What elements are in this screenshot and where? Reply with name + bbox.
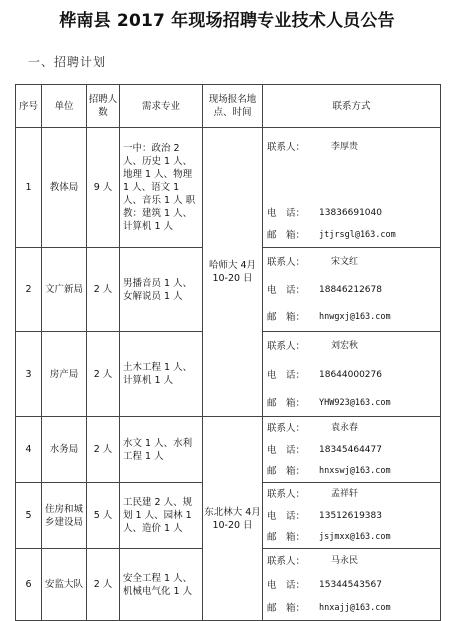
contact-email[interactable]: jtjrsgl@163.com [319, 229, 396, 240]
contact-cell [263, 332, 441, 417]
row-need: 男播音员 1 人、女解说员 1 人 [120, 248, 203, 332]
row-need: 水文 1 人、水利工程 1 人 [120, 417, 203, 483]
header-contact: 联系方式 [263, 85, 441, 128]
row-need: 安全工程 1 人、机械电气化 1 人 [120, 549, 203, 621]
contact-email[interactable]: hnwgxj@163.com [319, 311, 391, 322]
contact-phone: 18846212678 [319, 284, 382, 295]
contact-cell [263, 483, 441, 549]
contact-person: 李厚贵 [331, 141, 359, 152]
row-unit: 安监大队 [42, 549, 87, 621]
contact-phone: 13836691040 [319, 207, 382, 218]
page-title: 桦南县 2017 年现场招聘专业技术人员公告 [59, 11, 395, 31]
contact-label: 联系人： [267, 141, 306, 153]
section-heading: 一、招聘计划 [28, 55, 107, 69]
contact-cell [263, 128, 441, 248]
contact-person: 孟祥轩 [331, 488, 359, 499]
row-count: 5 人 [87, 483, 120, 549]
contact-label: 联系人： [267, 340, 306, 352]
contact-email[interactable]: hnxajj@163.com [319, 603, 391, 613]
email-label: 邮 箱： [267, 603, 306, 614]
phone-label: 电 话： [267, 369, 306, 381]
phone-label: 电 话： [267, 207, 306, 219]
row-no: 5 [16, 483, 42, 549]
row-no: 2 [16, 248, 42, 332]
table-header-row [16, 85, 441, 128]
phone-label: 电 话： [267, 284, 306, 296]
contact-email[interactable]: jsjmxx@163.com [319, 532, 391, 542]
contact-label: 联系人： [267, 422, 306, 434]
row-count: 9 人 [87, 128, 120, 248]
contact-phone: 18345464477 [319, 444, 382, 455]
email-label: 邮 箱： [267, 397, 306, 409]
row-count: 2 人 [87, 248, 120, 332]
row-unit: 文广新局 [42, 248, 87, 332]
row-no: 6 [16, 549, 42, 621]
contact-cell [263, 549, 441, 621]
header-no: 序号 [16, 85, 42, 128]
contact-cell [263, 248, 441, 332]
contact-email[interactable]: hnxswj@163.com [319, 466, 391, 476]
row-unit: 住房和城乡建设局 [42, 483, 87, 549]
contact-phone: 18644000276 [319, 369, 382, 380]
row-count: 2 人 [87, 332, 120, 417]
contact-phone: 15344543567 [319, 579, 382, 590]
phone-label: 电 话： [267, 510, 306, 522]
row-need: 一中：政治 2 人、历史 1 人、地理 1 人、物理 1 人、语文 1 人、音乐 1 人 职教：建筑 1 人、计算机 1 人 [120, 128, 203, 248]
header-need: 需求专业 [120, 85, 203, 128]
row-need: 土木工程 1 人、计算机 1 人 [120, 332, 203, 417]
email-label: 邮 箱： [267, 466, 306, 477]
contact-label: 联系人： [267, 555, 306, 567]
email-label: 邮 箱： [267, 229, 306, 241]
table-row [16, 417, 441, 483]
row-unit: 水务局 [42, 417, 87, 483]
contact-email[interactable]: YHW923@163.com [319, 397, 391, 408]
email-label: 邮 箱： [267, 532, 306, 543]
contact-label: 联系人： [267, 256, 306, 268]
header-venue: 现场报名地点、时间 [203, 85, 263, 128]
row-no: 1 [16, 128, 42, 248]
row-need: 工民建 2 人、规划 1 人、园林 1 人、造价 1 人 [120, 483, 203, 549]
venue-cell: 哈师大 4月 10-20 日 [203, 128, 263, 417]
row-unit: 教体局 [42, 128, 87, 248]
recruitment-table [15, 84, 441, 621]
contact-person: 马永民 [331, 555, 359, 566]
row-count: 2 人 [87, 417, 120, 483]
contact-person: 宋文红 [331, 256, 359, 267]
contact-cell [263, 417, 441, 483]
row-no: 4 [16, 417, 42, 483]
header-unit: 单位 [42, 85, 87, 128]
row-no: 3 [16, 332, 42, 417]
contact-person: 刘宏秋 [331, 340, 359, 351]
header-count: 招聘人数 [87, 85, 120, 128]
row-count: 2 人 [87, 549, 120, 621]
contact-label: 联系人： [267, 488, 306, 500]
contact-person: 袁永春 [331, 422, 359, 433]
email-label: 邮 箱： [267, 311, 306, 323]
phone-label: 电 话： [267, 579, 306, 591]
venue-cell: 东北林大 4月 10-20 日 [203, 417, 263, 621]
row-unit: 房产局 [42, 332, 87, 417]
phone-label: 电 话： [267, 444, 306, 456]
table-row [16, 128, 441, 248]
contact-phone: 13512619383 [319, 510, 382, 521]
